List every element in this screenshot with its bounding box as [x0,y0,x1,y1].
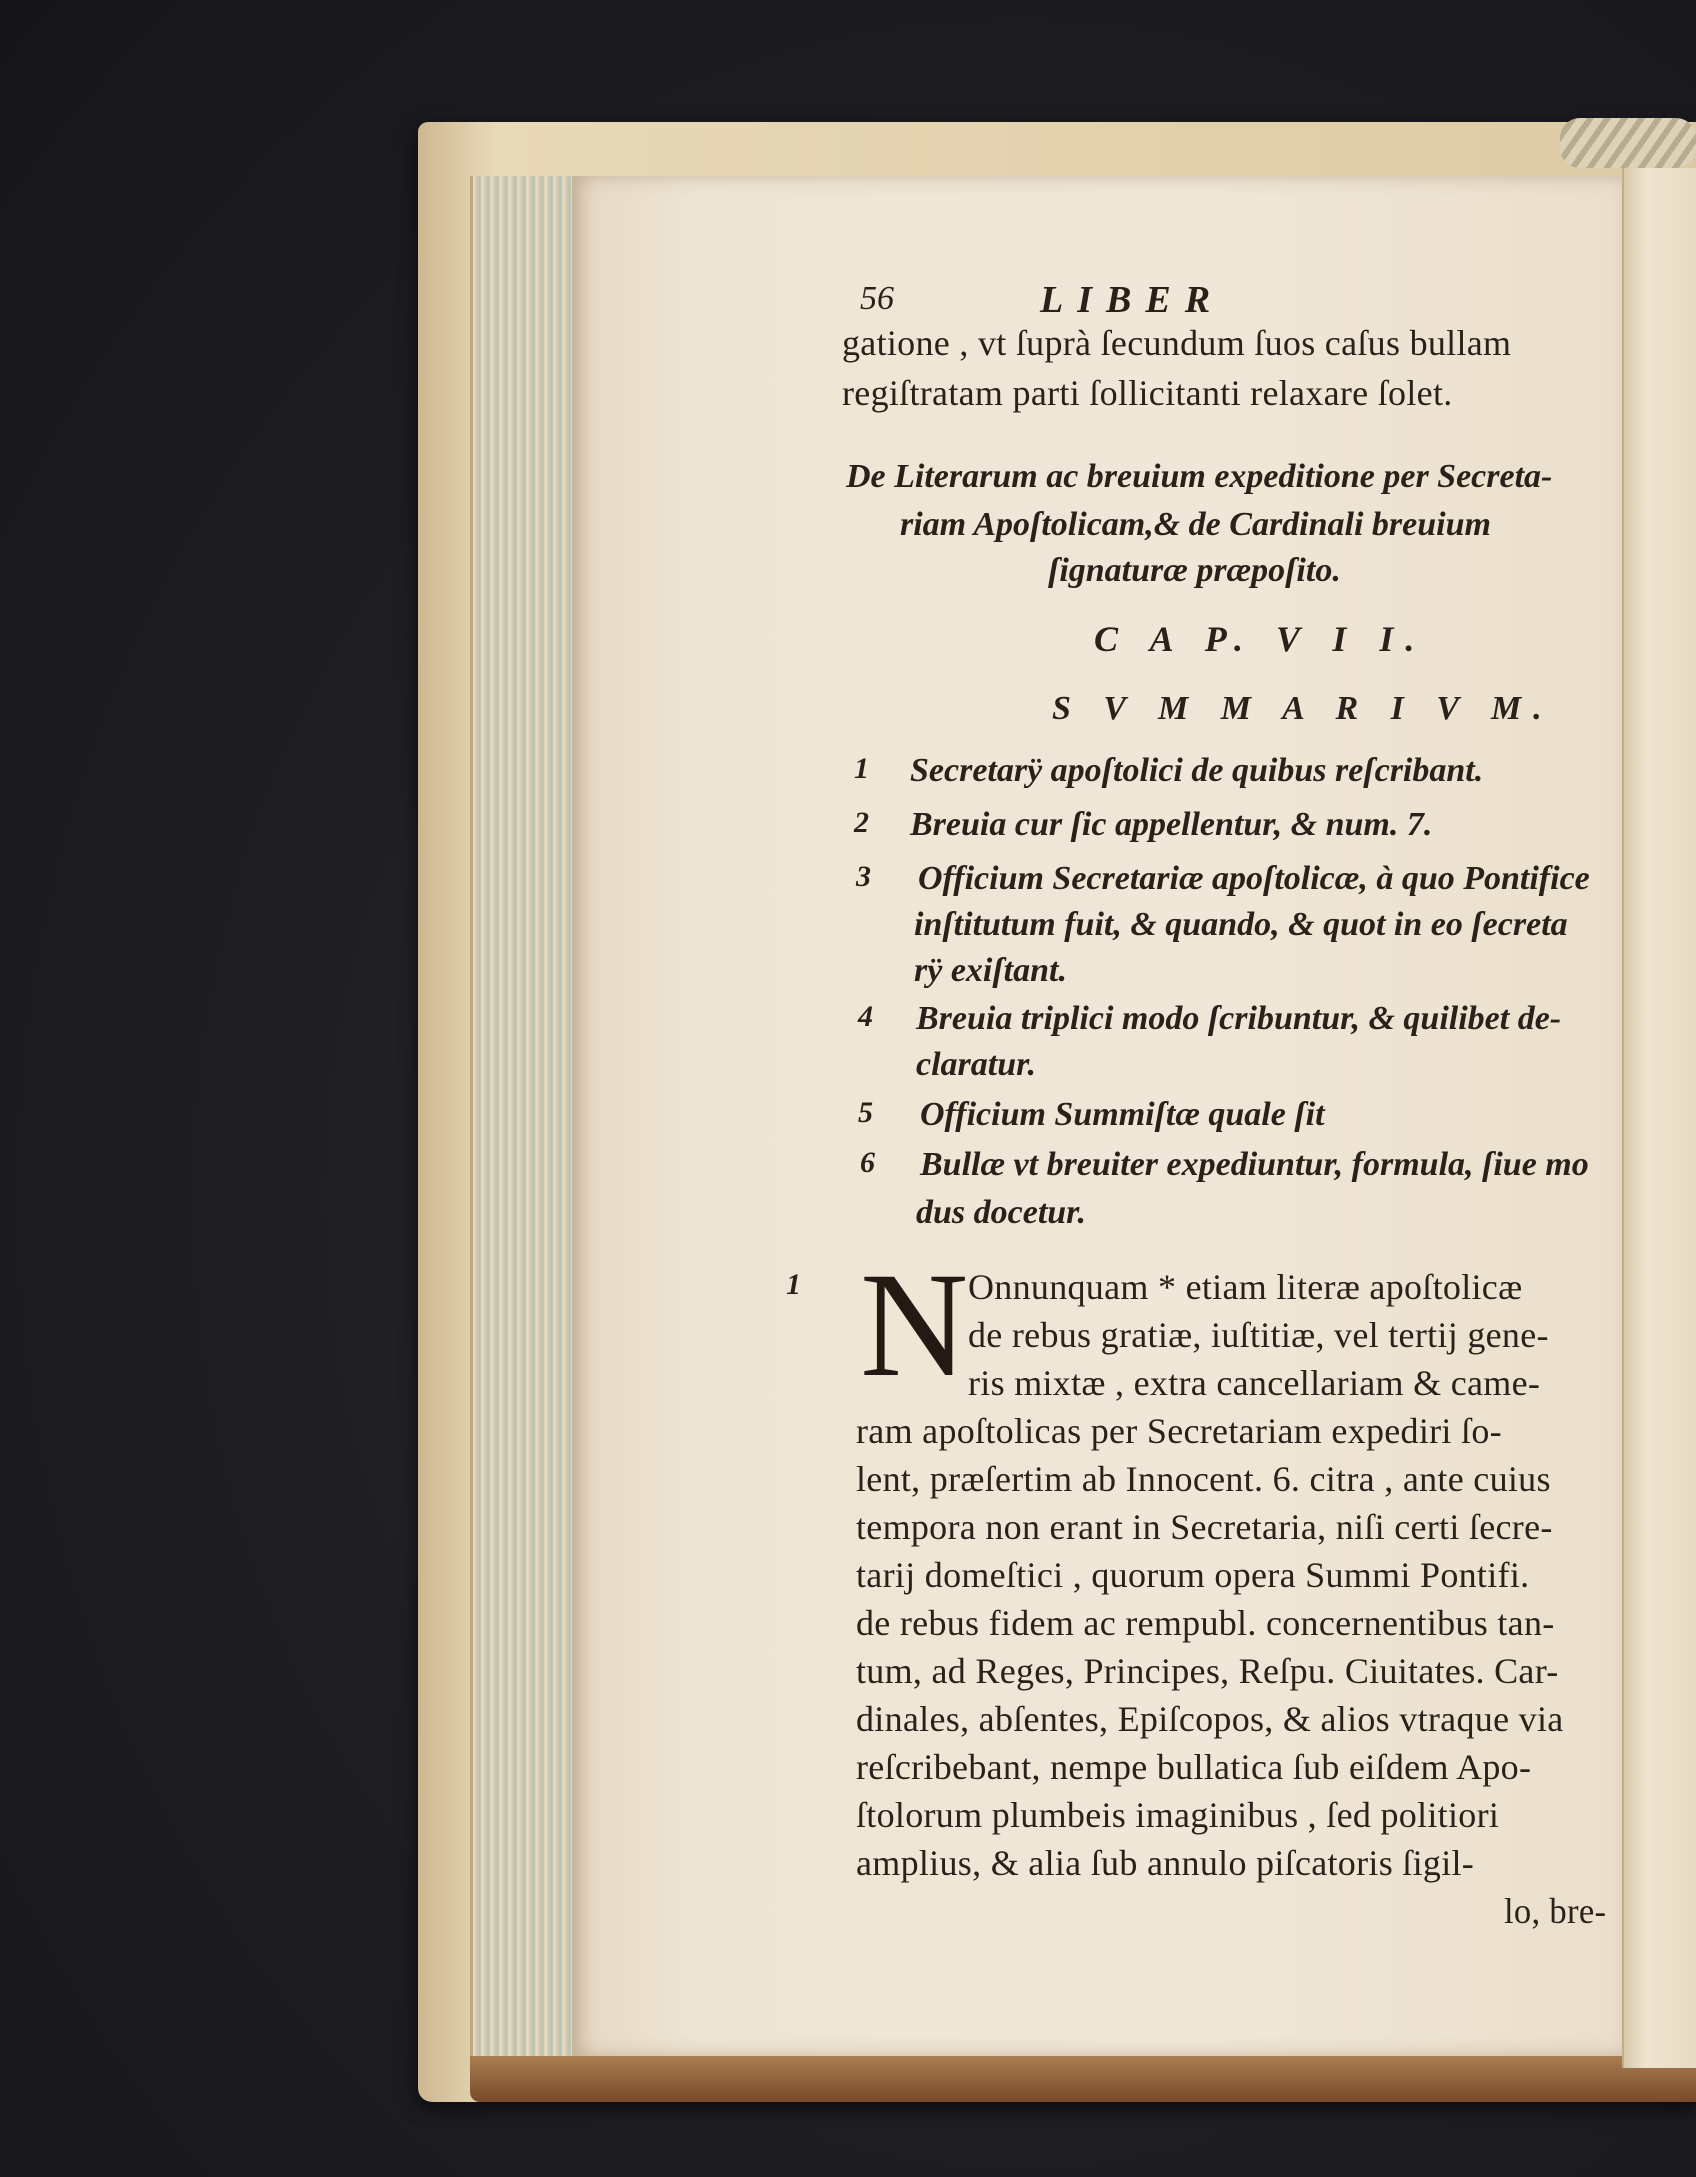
body-line: ſtolorum plumbeis imaginibus , ſed politiori [856,1795,1500,1835]
body-line: tarij domeſtici , quorum opera Summi Pontifi. [856,1555,1530,1595]
body-line: amplius, & alia ſub annulo piſcatoris ſigil- [856,1843,1475,1883]
summary-line: rÿ exiſtant. [914,952,1067,989]
summary-line: Bullæ vt breuiter expediuntur, formula, ſiue mo [920,1146,1589,1183]
summary-line: Breuia triplici modo ſcribuntur, & quilibet de- [916,1000,1562,1037]
text-line: regiſtratam parti ſollicitanti relaxare ſolet. [842,373,1453,413]
body-line: tum, ad Reges, Principes, Reſpu. Ciuitates. Car- [856,1651,1559,1691]
summary-number: 1 [854,752,869,785]
chapter-heading-line: De Literarum ac breuium expeditione per Secreta- [846,458,1553,495]
chapter-heading-line: riam Apoſtolicam,& de Cardinali breuium [900,506,1491,543]
summary-line: claratur. [916,1046,1036,1083]
summary-number: 3 [856,860,871,893]
chapter-heading-line: ſignaturæ præpoſito. [1048,552,1341,589]
chapter-number: C A P. V I I. [1094,619,1427,659]
summary-line: inſtitutum fuit, & quando, & quot in eo ſecreta [914,906,1568,943]
page-number: 56 [860,280,894,317]
facing-page-edge [1622,168,1696,2068]
margin-number: 1 [786,1268,801,1301]
summary-line: dus docetur. [916,1194,1087,1231]
body-line: ris mixtæ , extra cancellariam & came- [968,1363,1541,1403]
bookmark-ribbon [1560,118,1696,168]
summary-line: Secretarÿ apoſtolici de quibus reſcribant. [910,752,1484,789]
catchword: lo, bre- [1504,1891,1607,1931]
body-line: dinales, abſentes, Epiſcopos, & alios vtraque via [856,1699,1564,1739]
body-line: tempora non erant in Secretaria, niſi certi ſecre- [856,1507,1553,1547]
summary-line: Breuia cur ſic appellentur, & num. 7. [910,806,1433,843]
summary-number: 6 [860,1146,875,1179]
summary-line: Officium Summiſtæ quale ſit [920,1096,1325,1133]
body-line: reſcribebant, nempe bullatica ſub eiſdem Apo- [856,1747,1532,1787]
running-head: LIBER [1040,279,1225,321]
drop-cap: N [860,1242,969,1408]
body-line: de rebus fidem ac rempubl. concernentibus tan- [856,1603,1555,1643]
summary-number: 2 [854,806,869,839]
summary-line: Officium Secretariæ apoſtolicæ, à quo Pontifice [918,860,1590,897]
body-line: lent, præſertim ab Innocent. 6. citra , ante cuius [856,1459,1551,1499]
body-line: Onnunquam * etiam literæ apoſtolicæ [968,1267,1523,1307]
summary-number: 5 [858,1096,873,1129]
text-line: gatione , vt ſuprà ſecundum ſuos caſus bullam [842,323,1512,363]
body-line: ram apoſtolicas per Secretariam expediri ſo- [856,1411,1502,1451]
body-line: de rebus gratiæ, iuſtitiæ, vel tertij gene- [968,1315,1549,1355]
summary-title: S V M M A R I V M. [1052,690,1554,727]
page-block-edges [470,176,585,2056]
summary-number: 4 [858,1000,873,1033]
